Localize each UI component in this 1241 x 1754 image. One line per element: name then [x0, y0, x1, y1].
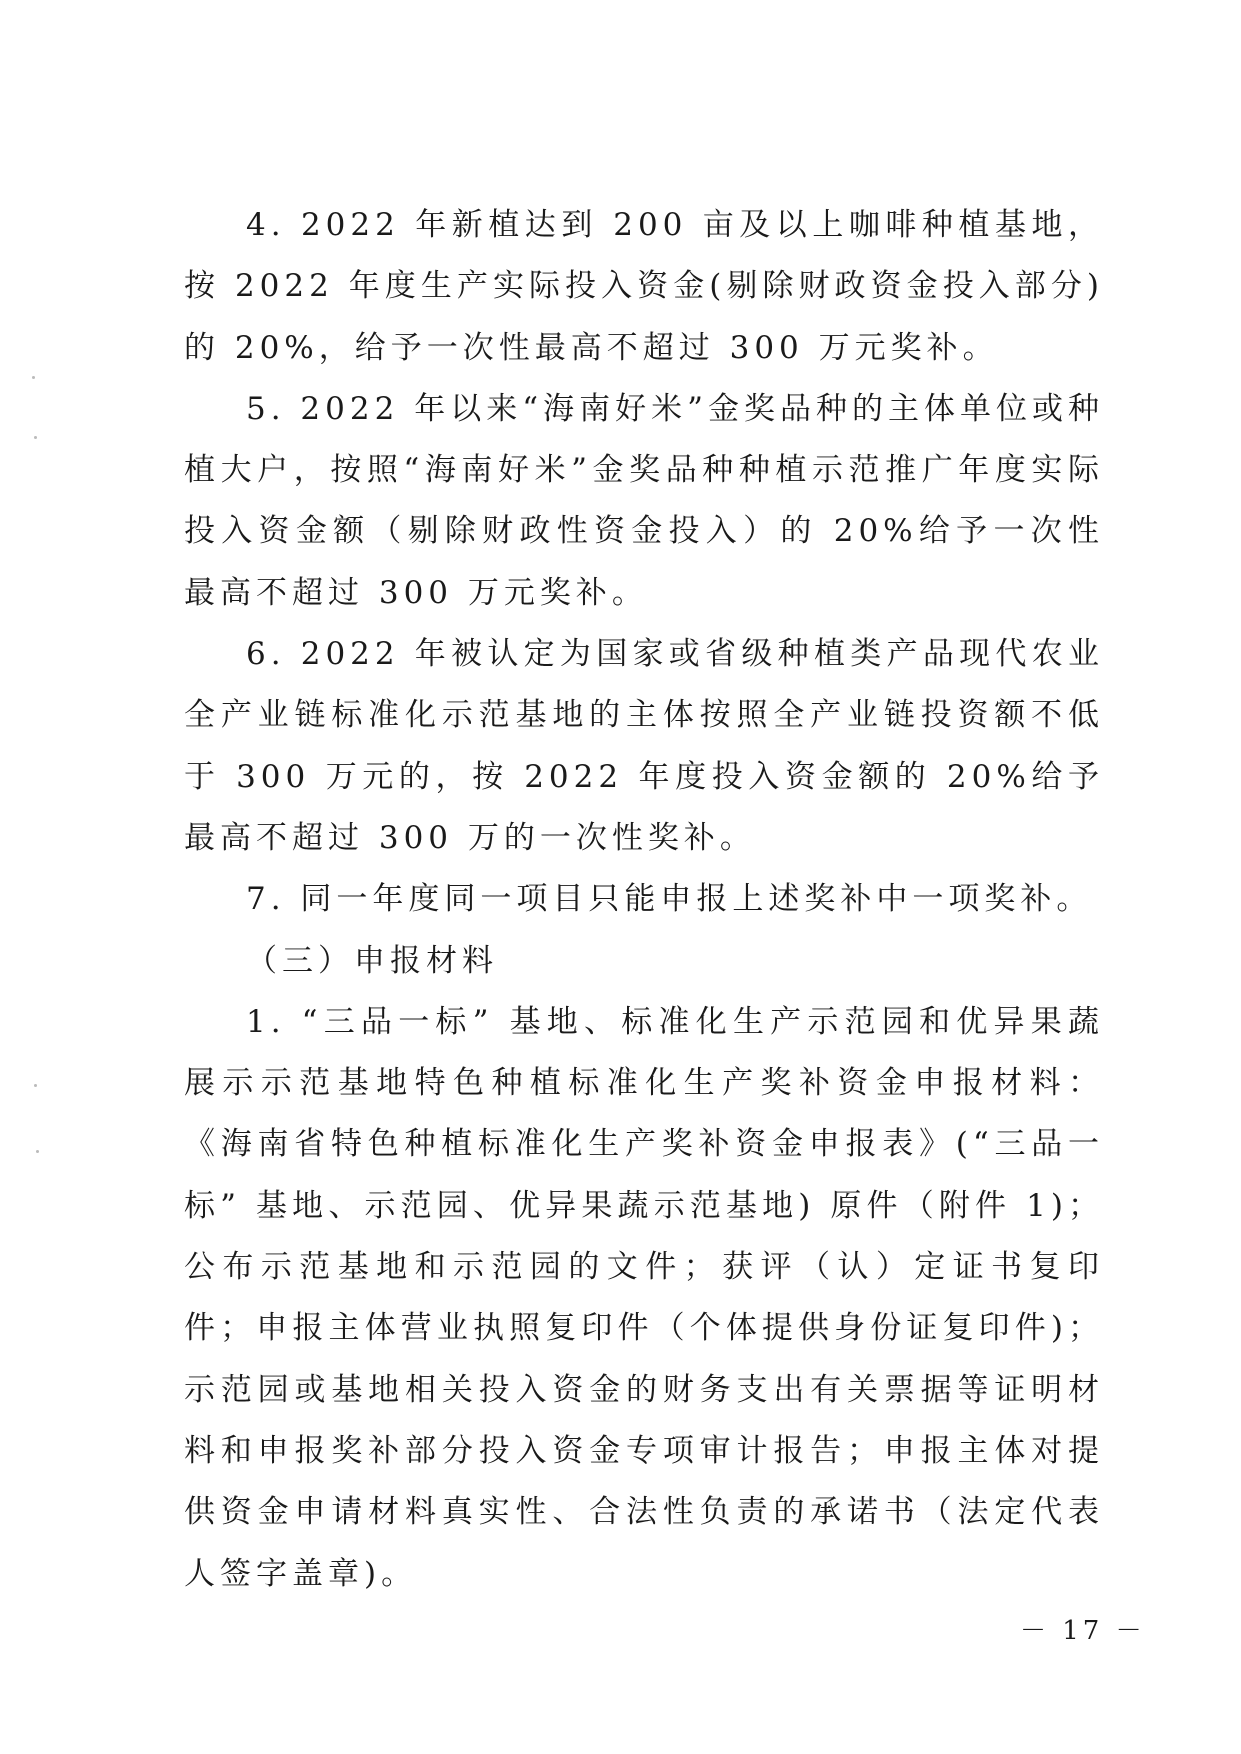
paragraph-item-6: 6. 2022 年被认定为国家或省级种植类产品现代农业全产业链标准化示范基地的主体按照全产业链投资额不低于 300 万元的，按 2022 年度投入资金额的 20%给予最高不超过 300 万的一次性奖补。 — [184, 636, 1104, 856]
page-number: － 17 － — [1020, 1616, 1146, 1646]
paragraph-item-4: 4. 2022 年新植达到 200 亩及以上咖啡种植基地，按 2022 年度生产实际投入资金(剔除财政资金投入部分)的 20%，给予一次性最高不超过 300 万元奖补。 — [184, 207, 1104, 366]
paragraph-materials-1: 1. “三品一标” 基地、标准化生产示范园和优异果蔬展示示范基地特色种植标准化生产奖补资金申报材料：《海南省特色种植标准化生产奖补资金申报表》(“三品一标” 基地、示范园、优异果蔬示范基地) 原件（附件 1)；公布示范基地和示范园的文件；获评（认）定证书复印件；申报主体营业执照复印件（个体提供身份证复印件)；示范园或基地相关投入资金的财务支出有关票据等证明材料和申报奖补部分投入资金专项审计报告；申报主体对提供资金申请材料真实性、合法性负责的承诺书（法定代表人签字盖章)。 — [184, 1003, 1104, 1592]
paragraph-item-5: 5. 2022 年以来“海南好米”金奖品种的主体单位或种植大户，按照“海南好米”金奖品种种植示范推广年度实际投入资金额（剔除财政性资金投入）的 20%给予一次性最高不超过 300 万元奖补。 — [184, 390, 1104, 611]
section-heading-materials: （三）申报材料 — [246, 942, 498, 979]
paragraph-item-7: 7. 同一年度同一项目只能申报上述奖补中一项奖补。 — [246, 881, 1093, 918]
document-body — [184, 195, 1104, 1605]
